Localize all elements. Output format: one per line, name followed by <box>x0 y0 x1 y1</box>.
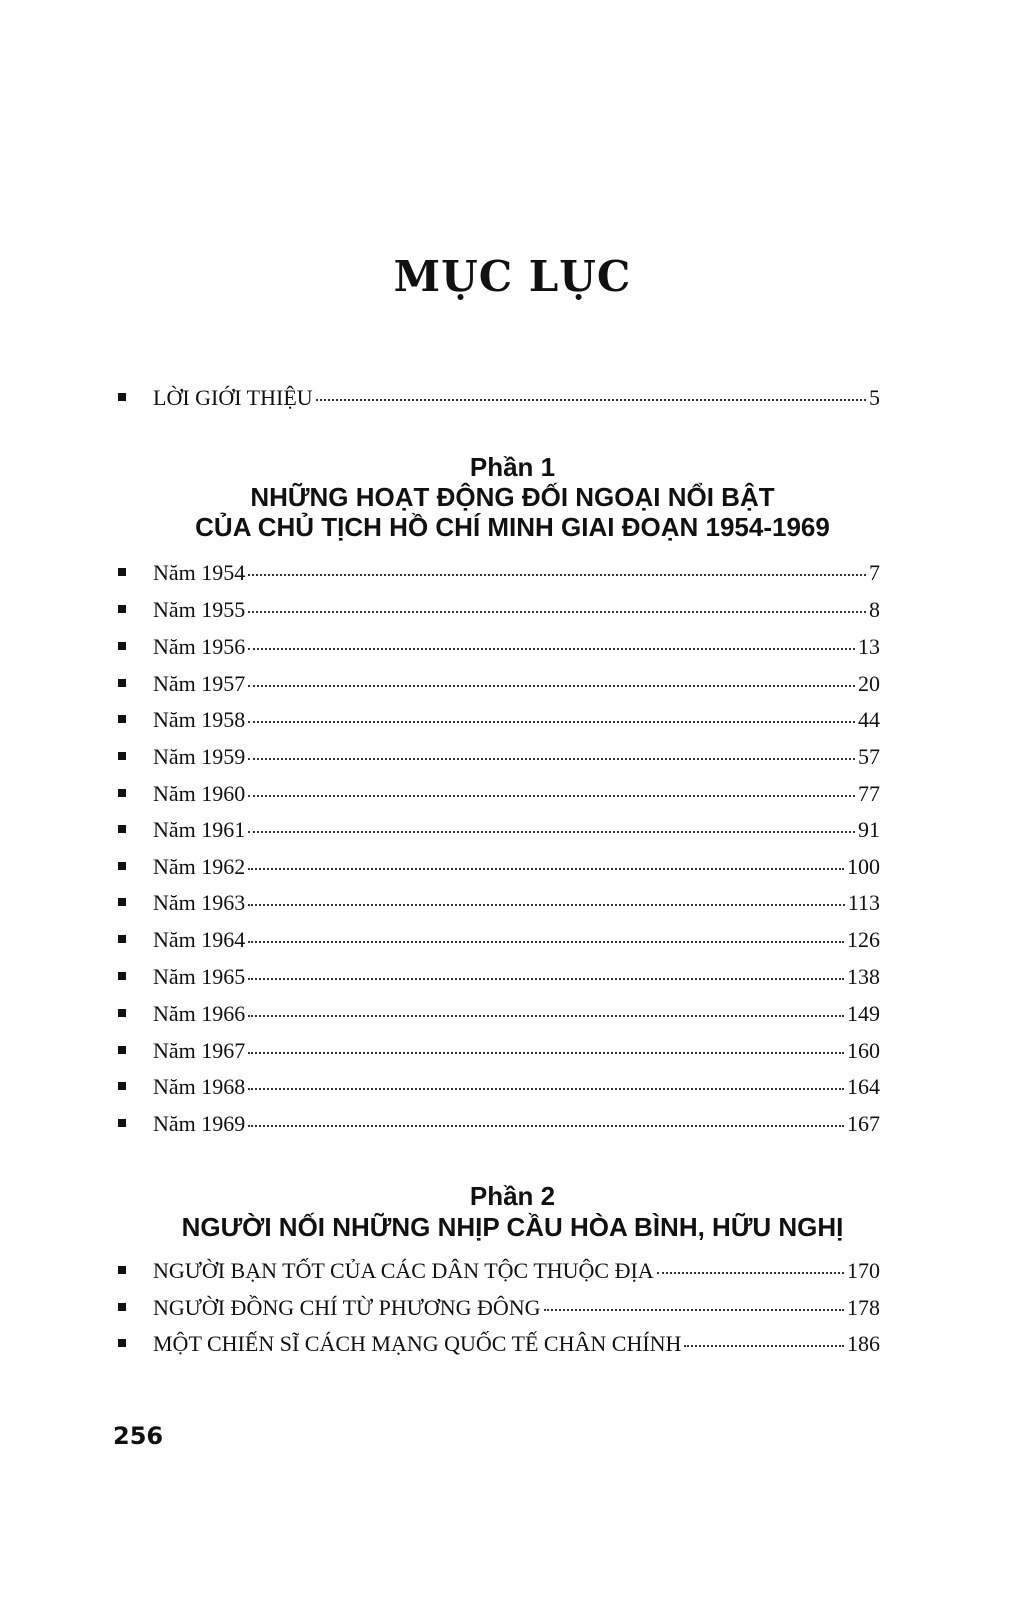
dot-leader <box>248 574 866 576</box>
toc-row[interactable] <box>118 597 880 627</box>
bullet-icon <box>118 605 126 613</box>
dot-leader <box>248 685 855 687</box>
bullet-icon <box>118 1119 126 1127</box>
toc-page: 126 <box>847 927 880 952</box>
dot-leader <box>316 399 866 401</box>
bullet-icon <box>118 679 126 687</box>
bullet-icon <box>118 1009 126 1017</box>
dot-leader <box>248 795 855 797</box>
toc-page: 138 <box>847 964 880 989</box>
part1-subtitle-line1: NHỮNG HOẠT ĐỘNG ĐỐI NGOẠI NỔI BẬT <box>250 482 775 512</box>
toc-page: 164 <box>847 1074 880 1099</box>
toc-page: 20 <box>858 671 880 696</box>
toc-label: Năm 1967 <box>153 1038 246 1063</box>
bullet-icon <box>118 1303 126 1311</box>
toc-label: Năm 1964 <box>153 927 246 952</box>
bullet-icon <box>118 1339 126 1347</box>
toc-page: 170 <box>847 1258 880 1283</box>
dot-leader <box>248 758 855 760</box>
toc-row[interactable] <box>118 1111 880 1141</box>
toc-page: 8 <box>869 597 880 622</box>
toc-page: 7 <box>869 560 880 585</box>
toc-label: Năm 1958 <box>153 707 246 732</box>
bullet-icon <box>118 568 126 576</box>
toc-page: 77 <box>858 781 880 806</box>
part2-subtitle: NGƯỜI NỐI NHỮNG NHỊP CẦU HÒA BÌNH, HỮU NGHỊ <box>181 1212 844 1242</box>
bullet-icon <box>118 642 126 650</box>
toc-row[interactable] <box>118 817 880 847</box>
toc-row[interactable] <box>118 671 880 701</box>
toc-page: 160 <box>847 1038 880 1063</box>
dot-leader <box>248 1125 844 1127</box>
part2-heading: Phần 2 <box>469 1181 556 1211</box>
dot-leader <box>684 1345 844 1347</box>
dot-leader <box>248 831 855 833</box>
toc-label: MỘT CHIẾN SĨ CÁCH MẠNG QUỐC TẾ CHÂN CHÍNH <box>153 1331 682 1356</box>
dot-leader <box>248 1015 844 1017</box>
toc-page: 149 <box>847 1001 880 1026</box>
toc-row[interactable] <box>118 707 880 737</box>
toc-page: 186 <box>847 1331 880 1356</box>
toc-row[interactable] <box>118 964 880 994</box>
dot-leader <box>248 978 844 980</box>
toc-row[interactable] <box>118 1258 880 1288</box>
dot-leader <box>544 1309 844 1311</box>
toc-row[interactable] <box>118 854 880 884</box>
toc-row[interactable] <box>118 1001 880 1031</box>
toc-label: Năm 1965 <box>153 964 246 989</box>
part1-subtitle-line2: CỦA CHỦ TỊCH HỒ CHÍ MINH GIAI ĐOẠN 1954-1969 <box>195 512 830 542</box>
page-number: 256 <box>113 1422 164 1450</box>
toc-page: 57 <box>858 744 880 769</box>
toc-label: Năm 1955 <box>153 597 246 622</box>
toc-page: 113 <box>847 890 880 915</box>
toc-page: 178 <box>847 1295 880 1320</box>
toc-label: Năm 1954 <box>153 560 246 585</box>
toc-label: NGƯỜI BẠN TỐT CỦA CÁC DÂN TỘC THUỘC ĐỊA <box>153 1258 654 1283</box>
toc-label: Năm 1956 <box>153 634 246 659</box>
toc-row[interactable] <box>118 634 880 664</box>
toc-label: Năm 1957 <box>153 671 246 696</box>
toc-label: Năm 1961 <box>153 817 246 842</box>
toc-row[interactable] <box>118 1038 880 1068</box>
dot-leader <box>248 1052 844 1054</box>
bullet-icon <box>118 752 126 760</box>
toc-row-intro[interactable] <box>118 385 880 415</box>
toc-row[interactable] <box>118 1074 880 1104</box>
dot-leader <box>248 648 855 650</box>
toc-label: Năm 1962 <box>153 854 246 879</box>
bullet-icon <box>118 898 126 906</box>
bullet-icon <box>118 393 126 401</box>
dot-leader <box>248 721 855 723</box>
toc-row[interactable] <box>118 560 880 590</box>
bullet-icon <box>118 789 126 797</box>
bullet-icon <box>118 935 126 943</box>
toc-label: Năm 1966 <box>153 1001 246 1026</box>
dot-leader <box>248 868 844 870</box>
toc-label: NGƯỜI ĐỒNG CHÍ TỪ PHƯƠNG ĐÔNG <box>153 1295 541 1320</box>
toc-page: 100 <box>847 854 880 879</box>
toc-label: Năm 1963 <box>153 890 246 915</box>
dot-leader <box>248 941 844 943</box>
bullet-icon <box>118 1082 126 1090</box>
toc-row[interactable] <box>118 781 880 811</box>
dot-leader <box>248 611 866 613</box>
toc-row[interactable] <box>118 1331 880 1361</box>
bullet-icon <box>118 1266 126 1274</box>
bullet-icon <box>118 1046 126 1054</box>
toc-page: 13 <box>858 634 880 659</box>
toc-row[interactable] <box>118 927 880 957</box>
toc-label: Năm 1968 <box>153 1074 246 1099</box>
part1-heading: Phần 1 <box>469 452 556 482</box>
toc-label: LỜI GIỚI THIỆU <box>153 385 313 410</box>
dot-leader <box>657 1272 844 1274</box>
dot-leader <box>248 904 845 906</box>
toc-row[interactable] <box>118 1295 880 1325</box>
toc-label: Năm 1959 <box>153 744 246 769</box>
bullet-icon <box>118 825 126 833</box>
bullet-icon <box>118 715 126 723</box>
toc-page: 5 <box>869 385 880 410</box>
toc-page: 44 <box>858 707 880 732</box>
dot-leader <box>248 1088 844 1090</box>
toc-row[interactable] <box>118 890 880 920</box>
bullet-icon <box>118 972 126 980</box>
toc-page: 91 <box>858 817 880 842</box>
page-title: MỤC LỤC <box>393 252 632 301</box>
toc-label: Năm 1960 <box>153 781 246 806</box>
toc-page: 167 <box>847 1111 880 1136</box>
toc-label: Năm 1969 <box>153 1111 246 1136</box>
toc-row[interactable] <box>118 744 880 774</box>
bullet-icon <box>118 862 126 870</box>
